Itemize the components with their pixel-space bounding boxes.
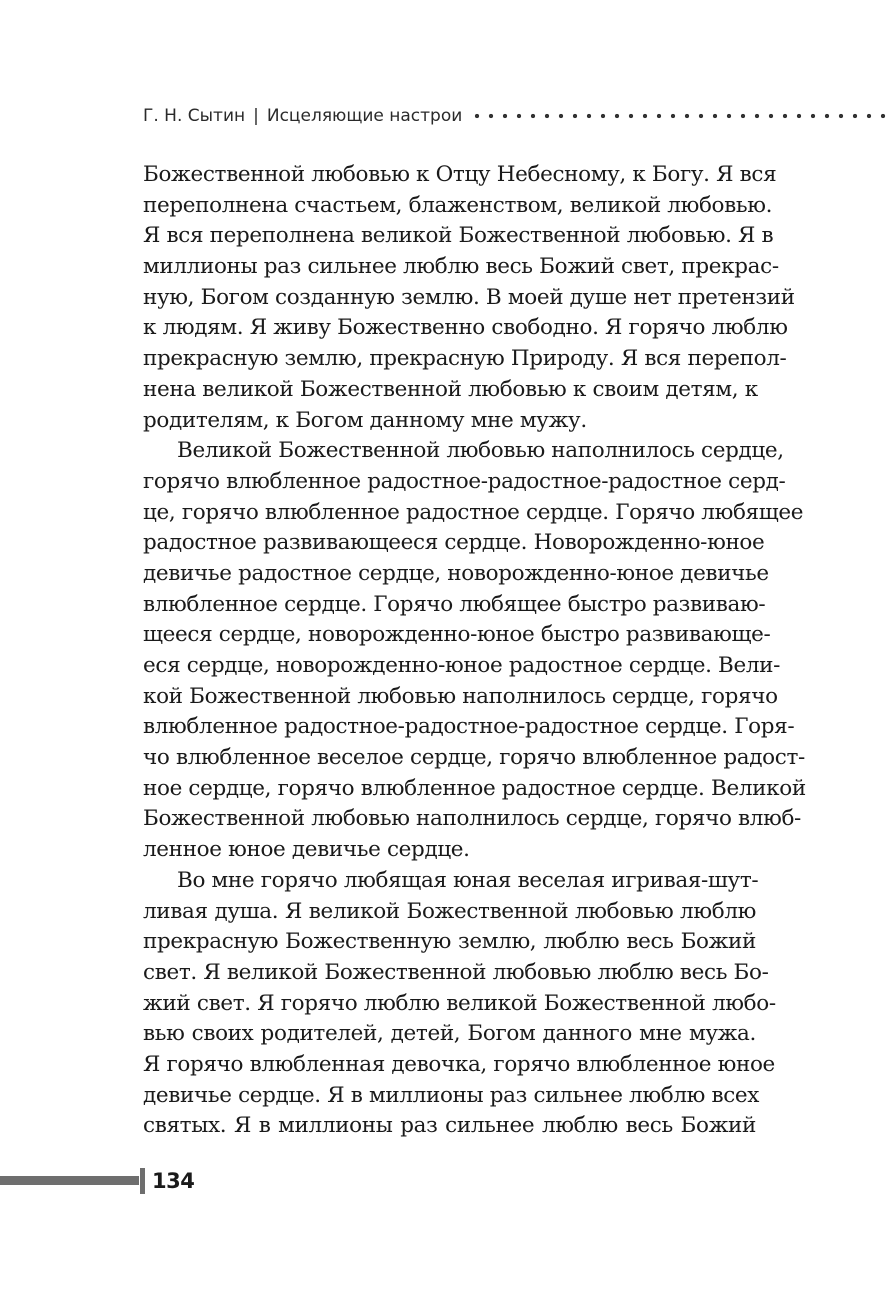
- footer-rule: [0, 1176, 139, 1185]
- text-line: Божественной любовью наполнилось сердце, горячо влюб-: [143, 806, 801, 832]
- text-line: святых. Я в миллионы раз сильнее люблю весь Божий: [143, 1113, 756, 1139]
- text-line: вью своих родителей, детей, Богом данного мне мужа.: [143, 1021, 756, 1047]
- text-line: прекрасную Божественную землю, люблю весь Божий: [143, 929, 756, 955]
- text-line: прекрасную землю, прекрасную Природу. Я вся перепол-: [143, 346, 787, 372]
- text-line: жий свет. Я горячо люблю великой Божественной любо-: [143, 990, 776, 1016]
- text-line: кой Божественной любовью наполнилось сердце, горячо: [143, 683, 778, 709]
- text-line-paragraph-end: родителям, к Богом данному мне мужу.: [143, 407, 587, 433]
- text-line: еся сердце, новорожденно-юное радостное сердце. Вели-: [143, 653, 781, 678]
- header-author: Г. Н. Сытин: [143, 106, 246, 126]
- text-line: миллионы раз сильнее люблю весь Божий свет, прекрас-: [143, 254, 779, 280]
- text-line: це, горячо влюбленное радостное сердце. Горячо любящее: [143, 499, 804, 525]
- text-line: Я горячо влюбленная девочка, горячо влюбленное юное: [143, 1051, 775, 1077]
- text-line: девичье сердце. Я в миллионы раз сильнее люблю всех: [143, 1082, 760, 1108]
- text-line: чо влюбленное веселое сердце, горячо влюбленное радост-: [143, 745, 805, 771]
- text-line-paragraph-start: Во мне горячо любящая юная веселая игривая-шут-: [177, 867, 759, 893]
- text-line: нена великой Божественной любовью к своим детям, к: [143, 376, 758, 402]
- footer-rule-tick: [140, 1168, 145, 1194]
- text-line-paragraph-end: ленное юное девичье сердце.: [143, 837, 470, 863]
- header-dotted-rule: [470, 113, 886, 119]
- text-line: Я вся переполнена великой Божественной любовью. Я в: [143, 223, 774, 249]
- running-header: [143, 104, 886, 128]
- text-line: девичье радостное сердце, новорожденно-юное девичье: [143, 560, 769, 586]
- text-line: щееся сердце, новорожденно-юное быстро развивающе-: [143, 622, 771, 648]
- text-line: свет. Я великой Божественной любовью люблю весь Бо-: [143, 959, 769, 985]
- text-line: влюбленное радостное-радостное-радостное сердце. Горя-: [143, 714, 795, 740]
- text-line: к людям. Я живу Божественно свободно. Я горячо люблю: [143, 315, 788, 341]
- text-line: влюбленное сердце. Горячо любящее быстро развиваю-: [143, 591, 766, 617]
- text-line: радостное развивающееся сердце. Новорожденно-юное: [143, 530, 765, 556]
- text-line: ную, Богом созданную землю. В моей душе нет претензий: [143, 284, 795, 310]
- text-line: Божественной любовью к Отцу Небесному, к Богу. Я вся: [143, 162, 777, 187]
- body-text: [143, 160, 806, 1142]
- text-line-paragraph-start: Великой Божественной любовью наполнилось сердце,: [177, 438, 784, 464]
- header-book-title: Исцеляющие настрои: [266, 106, 463, 126]
- text-line: горячо влюбленное радостное-радостное-радостное серд-: [143, 468, 786, 494]
- text-line: переполнена счастьем, блаженством, великой любовью.: [143, 192, 773, 218]
- header-separator: |: [253, 106, 259, 126]
- text-line: ное сердце, горячо влюбленное радостное сердце. Великой: [143, 775, 806, 801]
- page-number: 134: [152, 1169, 195, 1193]
- text-line: ливая душа. Я великой Божественной любовью люблю: [143, 898, 756, 924]
